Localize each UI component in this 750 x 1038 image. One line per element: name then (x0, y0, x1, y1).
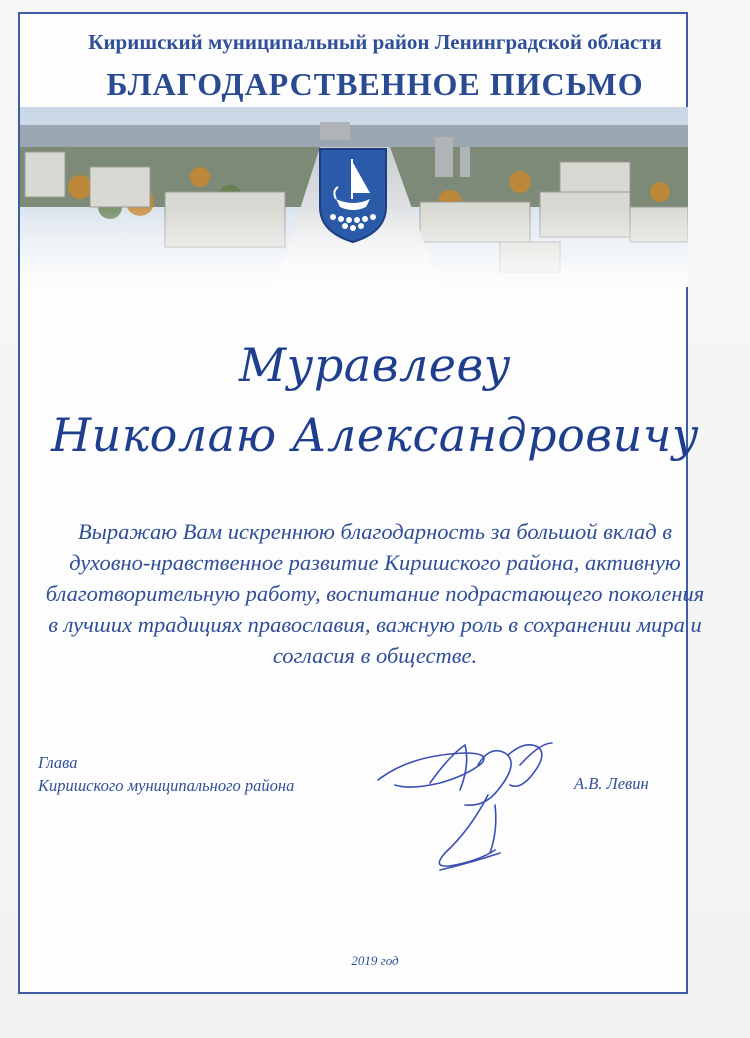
position-organization: Киришского муниципального района (38, 776, 295, 795)
position-title: Глава (38, 753, 78, 772)
handwritten-signature (370, 735, 570, 885)
gratitude-message: Выражаю Вам искреннюю благодарность за большой вклад в духовно-нравственное развитие Киришского района, активную благотворительную работу, воспитание подрастающего поколения в лучших традициях православия, важную роль в сохранении мира и согласия в обществе. (45, 519, 705, 668)
city-panorama-image (20, 107, 688, 287)
emblem-icon (320, 149, 386, 242)
region-heading: Киришский муниципальный район Ленинградской области (88, 30, 662, 54)
document-title: БЛАГОДАРСТВЕННОЕ ПИСЬМО (106, 66, 644, 102)
signatory-position (38, 751, 294, 797)
document-year: 2019 год (351, 953, 399, 968)
signatory-name: А.В. Левин (574, 774, 649, 793)
recipient-given-names: Николаю Александровичу (50, 408, 700, 462)
recipient-surname: Муравлеву (239, 338, 511, 392)
